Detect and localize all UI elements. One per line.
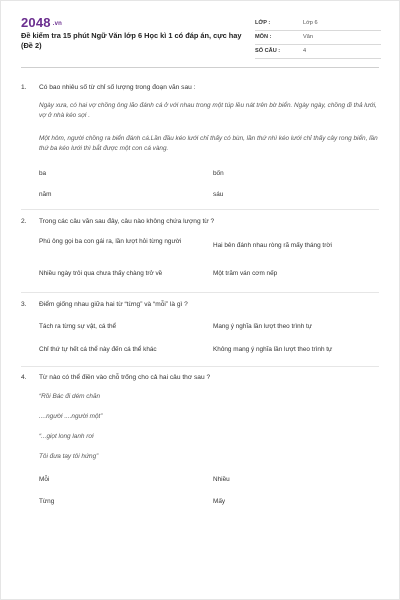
meta-row-count <box>255 45 381 59</box>
logo-text: 2048 <box>21 15 51 30</box>
question-separator <box>21 366 379 367</box>
answer-option[interactable]: bốn <box>213 170 224 177</box>
logo-suffix: .vn <box>52 20 63 27</box>
poem-line: ....người ....người một” <box>39 413 103 420</box>
meta-key: LỚP : <box>255 20 271 26</box>
poem-line: “...giọt long lanh rơi <box>39 433 94 440</box>
question-number: 1. <box>21 84 27 91</box>
answer-option[interactable]: Tách ra từng sự vật, cá thể <box>39 323 117 330</box>
worksheet-title: Đề kiểm tra 15 phút Ngữ Văn lớp 6 Học kì 1 có đáp án, cực hay (Đề 2) <box>21 31 242 50</box>
question-text: Có bao nhiêu số từ chỉ số lượng trong đoạn văn sau : <box>39 84 196 91</box>
meta-key: MÔN : <box>255 34 272 40</box>
question-separator <box>21 292 379 293</box>
answer-option[interactable]: Phú ông gọi ba con gái ra, lần lượt hỏi từng người <box>39 238 182 245</box>
answer-option[interactable]: Một trăm ván cơm nếp <box>213 270 278 277</box>
site-logo[interactable] <box>21 15 62 30</box>
answer-option[interactable]: Nhiều ngày trôi qua chưa thấy chàng trở về <box>39 270 163 277</box>
meta-value: Văn <box>303 34 313 40</box>
passage-paragraph: Ngày xưa, có hai vợ chồng ông lão đánh cá ở với nhau trong một túp lều nát trên bờ biển. Ngày ngày, chồng đi thả lưới, vợ ở nhà kéo sợi . <box>39 102 377 119</box>
worksheet-meta <box>255 17 381 59</box>
meta-value: 4 <box>303 48 307 54</box>
header-divider <box>21 67 379 68</box>
poem-line: “Rồi Bác đi dém chăn <box>39 393 101 400</box>
answer-option[interactable]: Hai bên đánh nhau ròng rã mấy tháng trời <box>213 242 332 249</box>
worksheet-header <box>21 15 379 61</box>
passage-paragraph: Một hôm, người chồng ra biển đánh cá.Lần đầu kéo lưới chỉ thấy có bùn, lần thứ nhì kéo lưới chỉ thấy cây rong biển, lần thứ ba kéo lưới thì bắt được một con cá vàng. <box>39 135 378 152</box>
question-text: Điểm giống nhau giữa hai từ “từng” và “mỗi” là gì ? <box>39 301 188 308</box>
question-4 <box>21 373 379 513</box>
question-text: Từ nào có thể điền vào chỗ trống cho cả hai câu thơ sau ? <box>39 374 211 381</box>
meta-key: SỐ CÂU : <box>255 48 281 54</box>
question-separator <box>21 209 379 210</box>
answer-option[interactable]: Nhiều <box>213 476 230 483</box>
answer-option[interactable]: ba <box>39 170 47 177</box>
answer-option[interactable]: năm <box>39 191 52 198</box>
answer-option[interactable]: Không mang ý nghĩa lần lượt theo trình tự <box>213 346 333 353</box>
question-3 <box>21 300 379 362</box>
poem-line: Tôi đưa tay tôi hứng” <box>39 453 99 460</box>
question-number: 3. <box>21 301 27 308</box>
answer-option[interactable]: Mang ý nghĩa lần lượt theo trình tự <box>213 323 313 330</box>
question-text: Trong các câu văn sau đây, câu nào không chứa lượng từ ? <box>39 218 215 225</box>
question-number: 2. <box>21 218 27 225</box>
meta-row-subject <box>255 31 381 45</box>
question-2 <box>21 217 379 287</box>
answer-option[interactable]: Mấy <box>213 498 226 505</box>
answer-option[interactable]: Từng <box>39 498 55 505</box>
answer-option[interactable]: Mỗi <box>39 476 50 483</box>
question-number: 4. <box>21 374 27 381</box>
answer-option[interactable]: Chỉ thứ tự hết cá thể này đến cá thể khác <box>39 346 157 353</box>
answer-option[interactable]: sáu <box>213 191 224 198</box>
question-1 <box>21 83 379 203</box>
meta-value: Lớp 6 <box>303 20 318 26</box>
meta-row-class <box>255 17 381 31</box>
